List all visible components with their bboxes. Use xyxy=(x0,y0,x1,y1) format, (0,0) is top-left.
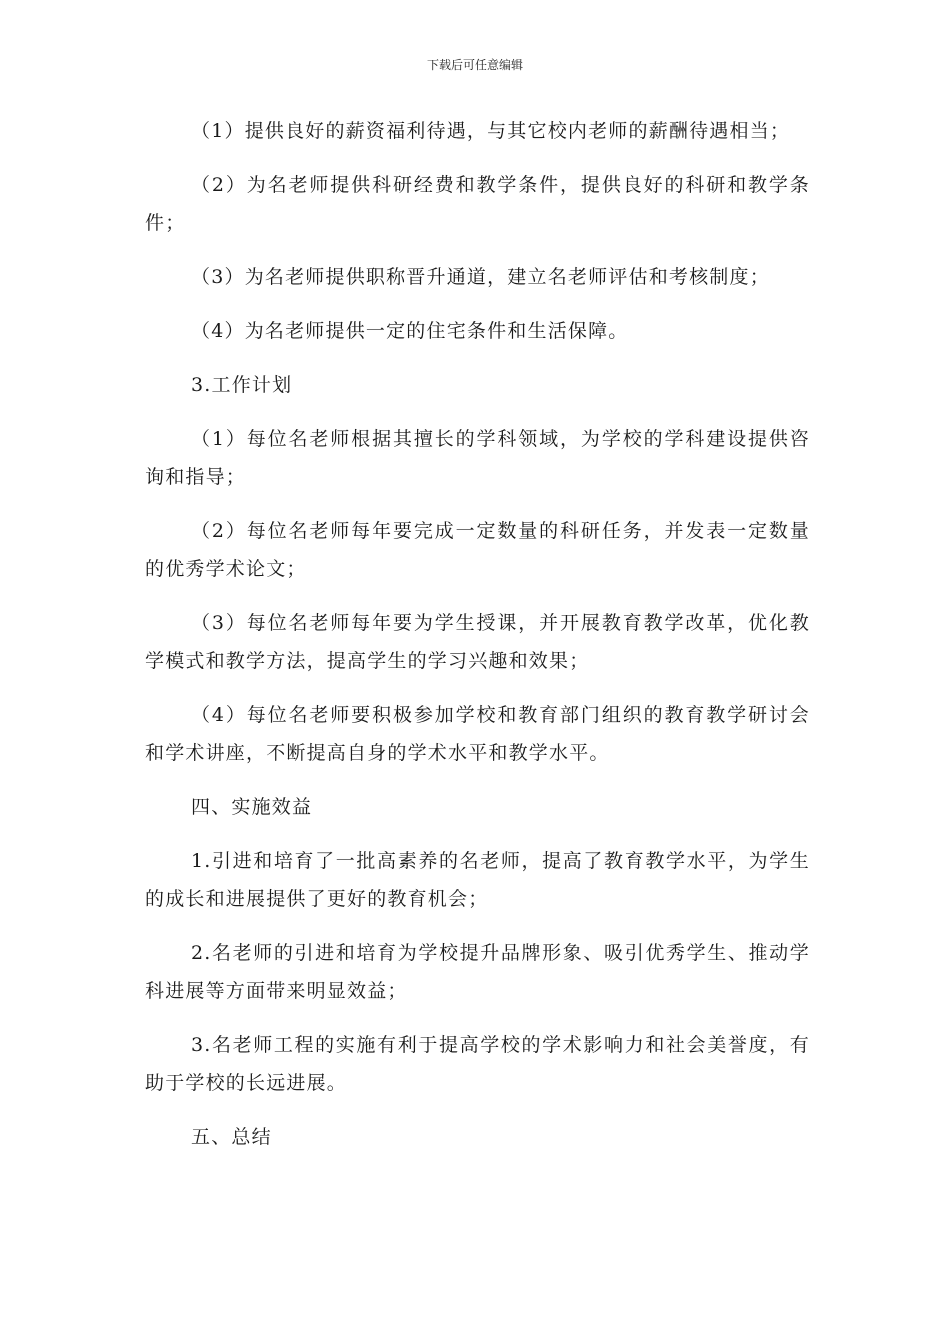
paragraph-effect-2: 2.名老师的引进和培育为学校提升品牌形象、吸引优秀学生、推动学科进展等方面带来明显效益； xyxy=(145,942,810,1002)
paragraph-benefit-1: （1）提供良好的薪资福利待遇，与其它校内老师的薪酬待遇相当； xyxy=(191,120,791,142)
paragraph-plan-1: （1）每位名老师根据其擅长的学科领域，为学校的学科建设提供咨询和指导； xyxy=(145,428,810,488)
paragraph-benefit-2: （2）为名老师提供科研经费和教学条件，提供良好的科研和教学条件； xyxy=(145,174,810,234)
paragraph-plan-4: （4）每位名老师要积极参加学校和教育部门组织的教育教学研讨会和学术讲座，不断提高自身的学术水平和教学水平。 xyxy=(145,704,810,764)
paragraph-benefit-3: （3）为名老师提供职称晋升通道，建立名老师评估和考核制度； xyxy=(191,266,770,288)
paragraph-benefit-4: （4）为名老师提供一定的住宅条件和生活保障。 xyxy=(191,320,629,342)
section-heading-work-plan: 3.工作计划 xyxy=(191,374,293,396)
document-body xyxy=(145,112,810,1172)
page-header: 下载后可任意编辑 xyxy=(426,58,523,72)
paragraph-effect-3: 3.名老师工程的实施有利于提高学校的学术影响力和社会美誉度，有助于学校的长远进展。 xyxy=(145,1034,810,1094)
paragraph-effect-1: 1.引进和培育了一批高素养的名老师，提高了教育教学水平，为学生的成长和进展提供了更好的教育机会； xyxy=(145,850,810,910)
paragraph-plan-3: （3）每位名老师每年要为学生授课，并开展教育教学改革，优化教学模式和教学方法，提高学生的学习兴趣和效果； xyxy=(145,612,810,672)
section-heading-benefits: 四、实施效益 xyxy=(191,796,313,818)
section-heading-summary: 五、总结 xyxy=(191,1126,272,1148)
paragraph-plan-2: （2）每位名老师每年要完成一定数量的科研任务，并发表一定数量的优秀学术论文； xyxy=(145,520,810,580)
